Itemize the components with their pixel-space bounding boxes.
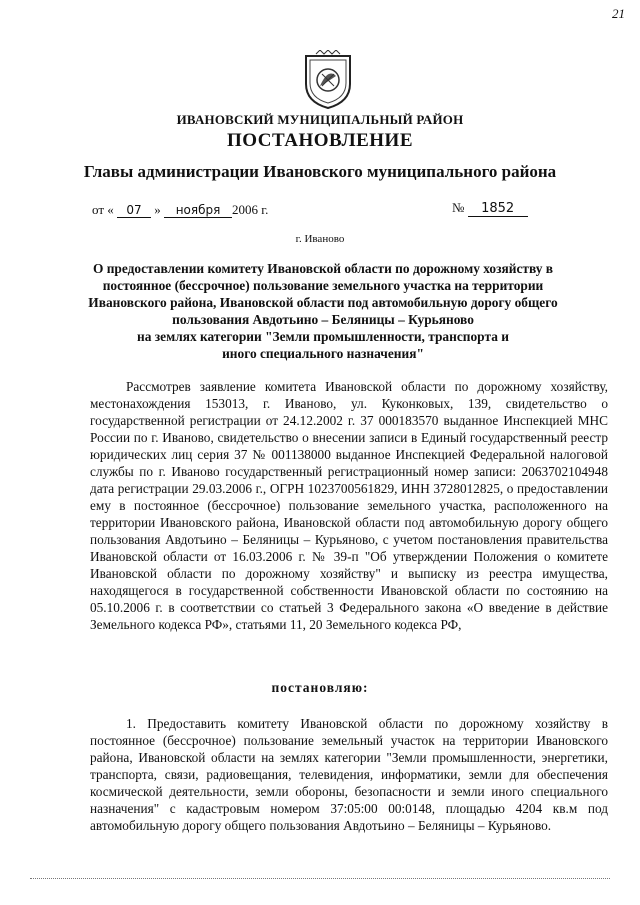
subject-line: иного специального назначения" [222,346,424,361]
date-month: ноября [164,203,232,218]
subject-line: на землях категории "Земли промышленности, транспорта и [137,329,509,344]
document-date [92,202,268,218]
date-day: 07 [117,203,151,218]
district-name: ИВАНОВСКИЙ МУНИЦИПАЛЬНЫЙ РАЙОН [176,112,464,127]
preamble-paragraph: Рассмотрев заявление комитета Ивановской области по дорожному хозяйству, местонахождения 153013, г. Иваново, ул. Куконковых, 139, свидетельство о государственной регистрации от 24.12.2002 г. 37 000183570 выданное Инспекцией МНС России по г. Иваново, свидетельство о внесении записи в Единый государственный реестр юридических лиц серия 37 № 001138000 выданное Инспекцией Федеральной налоговой службы по г. Иваново государственный регистрационный номер записи: 2063702104948 дата регистрации 29.03.2006 г., ОГРН 1023700561829, ИНН 3728012825, о предоставлении ему в постоянное (бессрочное) пользование земельного участка, расположенного на территории Ивановского района, Ивановской области под автомобильную дорогу общего пользования Авдотьино – Беляницы – Курьяново, с учетом постановления правительства Ивановской области от 16.03.2006 г. № 39-п "Об утверждении Положения о комитете Ивановской области по дорожному хозяйству" и выписку из реестра имущества, находящегося в государственной собственности Ивановской области по состоянию на 05.10.2006 г. в соответствии со статьей 3 Федерального закона «О введение в действие Земельного кодекса РФ», статьями 11, 20 Земельного кодекса РФ, [90,379,608,632]
number-label: № [452,200,465,215]
city: г. Иваново [295,233,345,245]
number-value: 1852 [468,201,528,217]
clause-1-paragraph: 1. Предоставить комитету Ивановской области по дорожному хозяйству в постоянное (бессрочное) пользование земельный участок на территории Ивановского района, Ивановской области на землях категории "Земли промышленности, энергетики, транспорта, связи, радиовещания, телевидения, информатики, земли для обеспечения космической деятельности, земли обороны, безопасности и земли иного специального назначения" с кадастровым номером 37:05:00 00:0148, площадью 4204 кв.м под автомобильную дорогу общего пользования Авдотьино – Беляницы – Курьяново. [90,716,608,833]
subject-line: пользования Авдотьино – Беляницы – Курьяново [172,312,474,327]
resolve-heading: постановляю: [271,680,369,695]
document-subject [80,260,566,362]
date-year: 2006 г. [232,202,269,217]
coat-of-arms-icon [302,50,354,110]
document-number [452,200,528,217]
date-mid: » [154,202,161,217]
bottom-divider [30,878,610,879]
page-number: 21 [612,6,625,21]
subject-line: Ивановского района, Ивановской области под автомобильную дорогу общего [88,295,558,310]
issuer-title: Главы администрации Ивановского муниципального района [83,162,557,181]
document-type: ПОСТАНОВЛЕНИЕ [226,130,414,151]
date-prefix: от « [92,202,114,217]
subject-line: постоянное (бессрочное) пользование земельного участка на территории [102,278,544,293]
subject-line: О предоставлении комитету Ивановской области по дорожному хозяйству в [92,261,554,276]
